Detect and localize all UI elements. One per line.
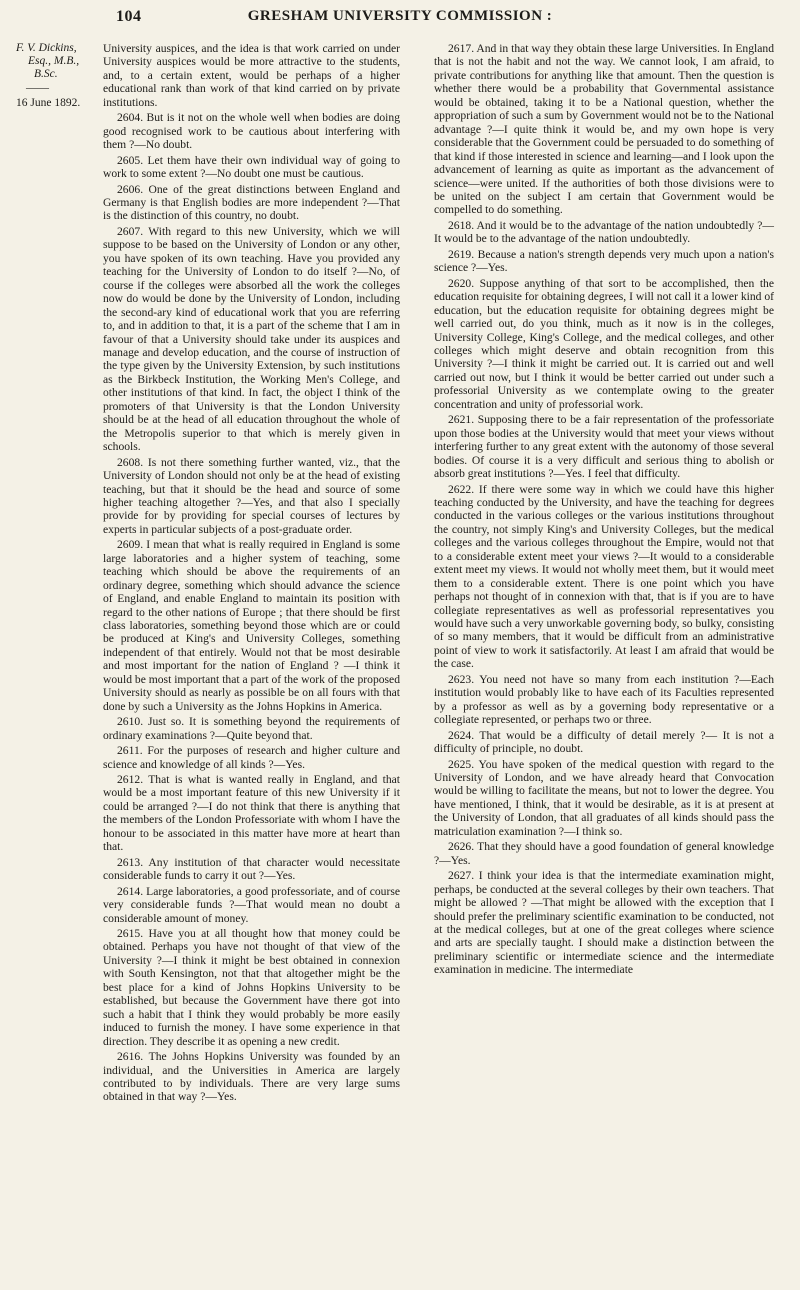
paragraph: 2625. You have spoken of the medical question with regard to the University of London, and we have already heard that Convocation would be willing to facilitate the means, but not to lower the degree. You have mentioned, I think, that it would be desirable, as it is at present at the University of London, that all graduates of all kinds should pass the matriculation examination ?—I think so. (434, 757, 774, 838)
paragraph: University auspices, and the idea is that work carried on under University auspices would be more attractive to the students, and, to a certain extent, would be perhaps of a higher educational rank than work of that kind carried on by private institutions. (103, 42, 400, 109)
running-title: GRESHAM UNIVERSITY COMMISSION : (247, 8, 553, 24)
paragraph: 2612. That is what is wanted really in England, and that would be a most important feature of this new University if it could be arranged ?—I do not think that there is anything that the members of the London Professoriate with whom I have the honour to be associated in this matter have more at heart than that. (103, 773, 400, 854)
paragraph: 2614. Large laboratories, a good professoriate, and of course very considerable funds ?—That would mean no doubt a considerable amount of money. (103, 884, 400, 925)
paragraph: 2615. Have you at all thought how that money could be obtained. Perhaps you have not thought of that view of the University ?—I think it might be best obtained in connexion with South Kensington, not that that altogether might be the best place for a kind of Johns Hopkins University to be established, but because the Government have there got into such a habit that I think they would probably be more easily induced to furnish the money. I have some experience in that direction. They describe it as opening a new credit. (103, 927, 400, 1048)
paragraph: 2607. With regard to this new University, which we will suppose to be based on the University of London or any other, you have spoken of its own teaching. Have you provided any teaching for the University of London to do itself ?—No, of course if the colleges were absorbed all the work the colleges now do would be done by the University of London, including the second-ary kind of educational work that you are referring to, and in addition to that, it is a part of the scheme that I am in favour of that a University should take under its auspices and manage and develop education, and the course of instruction of the type given by the University Extension, by such institutions as the Birkbeck Institution, the Working Men's College, and other institutions of that kind. In fact, the object I think of the promoters of that University is that the London University should be at the head of all education throughout the whole of the Metropolis superior to that which is merely given in schools. (103, 224, 400, 454)
paragraph: 2606. One of the great distinctions between England and Germany is that English bodies are more independent ?—That is the distinction of this country, no doubt. (103, 182, 400, 223)
paragraph: 2623. You need not have so many from each institution ?—Each institution would probably like to have each of its Faculties represented by a professor as well as by a governing body representative or a collegiate represented, or perhaps two or three. (434, 672, 774, 727)
margin-dash: —— (26, 81, 49, 94)
paragraph: 2604. But is it not on the whole well when bodies are doing good recognised work to be cautious about interfering with them ?—No doubt. (103, 111, 400, 152)
paragraph: 2608. Is not there something further wanted, viz., that the University of London should not only be at the head of existing teaching, but that it should be the head and source of some higher teaching altogether ?—Yes, and that also I specially provide for by providing for special courses of lectures by experts in particular subjects of a post-graduate order. (103, 455, 400, 536)
paragraph: 2609. I mean that what is really required in England is some large laboratories and a higher system of teaching, some teaching which should be above the requirements of an ordinary degree, something which should advance the science of England, and enable England to maintain its position with regard to the other nations of Europe ; that there should be first class laboratories, something beyond those which are or could be produced at King's and University Colleges, something independent of that entirely. Would not that be most desirable and most important for the nation of England ? —I think it would be most important that a part of the work of the proposed University should as nearly as possible be on all fours with that done by such a University as the Johns Hopkins in America. (103, 538, 400, 713)
witness-degree: Esq., M.B., (28, 55, 80, 68)
paragraph: 2620. Suppose anything of that sort to be accomplished, then the education requisite for obtaining degrees, I will not call it a lower kind of education, but the education requisite for obtaining degrees might be well carried out, do you think, much as it now is in the colleges, University College, King's College, and the medical colleges, and other colleges which might deserve and obtain recognition from this University ?—I think it might be carried out. It is carried out and well carried out now, but I think it would be better carried out under such a professorial University as we contemplate owing to the greater concentration and unity of professorial work. (434, 276, 774, 411)
left-column (103, 42, 400, 1106)
paragraph: 2605. Let them have their own individual way of going to work to some extent ?—No doubt one must be cautious. (103, 153, 400, 181)
witness-degree-2: B.Sc. (34, 68, 58, 81)
witness-name: F. V. Dickins, (16, 42, 77, 54)
paragraph: 2624. That would be a difficulty of detail merely ?— It is not a difficulty of principle, no doubt. (434, 728, 774, 756)
page-number: 104 (116, 8, 142, 25)
paragraph: 2618. And it would be to the advantage of the nation undoubtedly ?—It would be to the advantage of the nation undoubtedly. (434, 218, 774, 246)
paragraph: 2617. And in that way they obtain these large Universities. In England that is not the habit and not the way. We cannot look, I am afraid, to private contributions for anything like that amount. Then the question is whether there would be a probability that Governmental assistance would be obtained, taking it to be a National question, whether the appropriation of such a sum by Government would not be to the National advantage ?—I quite think it would be, and my own hope is very considerable that the Government could be persuaded to do something of that kind if those interested in science and learning—and I look upon the advancement of learning as quite as important as the advancement of science—were united. If the authorities of both those divisions were to be united on the subject I am certain that Government would be compelled to do something. (434, 42, 775, 217)
paragraph: 2613. Any institution of that character would necessitate considerable funds to carry it out ?—Yes. (103, 855, 400, 883)
right-column (434, 42, 774, 979)
page-header (0, 8, 800, 32)
paragraph: 2619. Because a nation's strength depends very much upon a nation's science ?—Yes. (434, 247, 774, 275)
paragraph: 2627. I think your idea is that the intermediate examination might, perhaps, be conducted at the several colleges by their own teachers. That might be allowed ? —That might be allowed with the exception that I should prefer the preliminary scientific examination to be conducted, not at the medical colleges, but at one of the great colleges where science and arts are specially taught. I should make a distinction between the preliminary scientific or intermediate science and the intermediate examination in medicine. The intermediate (434, 869, 774, 977)
paragraph: 2626. That they should have a good foundation of general knowledge ?—Yes. (434, 840, 774, 867)
paragraph: 2621. Supposing there to be a fair representation of the professoriate upon those bodies at the University would that meet your views without interfering further to any great extent with the autonomy of those several bodies. Of course it is a very difficult and serious thing to abolish or absorb great institutions ?—Yes. I feel that difficulty. (434, 413, 774, 481)
margin-date: 16 June 1892. (16, 96, 81, 109)
margin-note (16, 42, 104, 110)
paragraph: 2610. Just so. It is something beyond the requirements of ordinary examinations ?—Quite beyond that. (103, 715, 400, 742)
paragraph: 2611. For the purposes of research and higher culture and science and knowledge of all kinds ?—Yes. (103, 744, 400, 771)
paragraph: 2622. If there were some way in which we could have this higher teaching conducted by the University, and have the teaching for degrees conducted in the various colleges or the various institutions throughout the country, not simply King's and University Colleges, but the medical colleges and the various colleges throughout the Empire, would not that to a considerable extent meet your views ?—It would to a considerable extent meet my views. It would not wholly meet them, but it would meet them to a considerable extent. There is one point which you have perhaps not thought of in connexion with that, that is if you are to have collegiate representatives as well as professorial representatives you would have such a very unworkable governing body, so bulky, consisting of so many members, that it would be difficult from an administrative point of view to work it satisfactorily. At least I am afraid that would be the case. (434, 482, 774, 671)
paragraph: 2616. The Johns Hopkins University was founded by an individual, and the Universities in America are largely contributed to by individuals. There are very large sums obtained in that way ?—Yes. (103, 1050, 400, 1104)
